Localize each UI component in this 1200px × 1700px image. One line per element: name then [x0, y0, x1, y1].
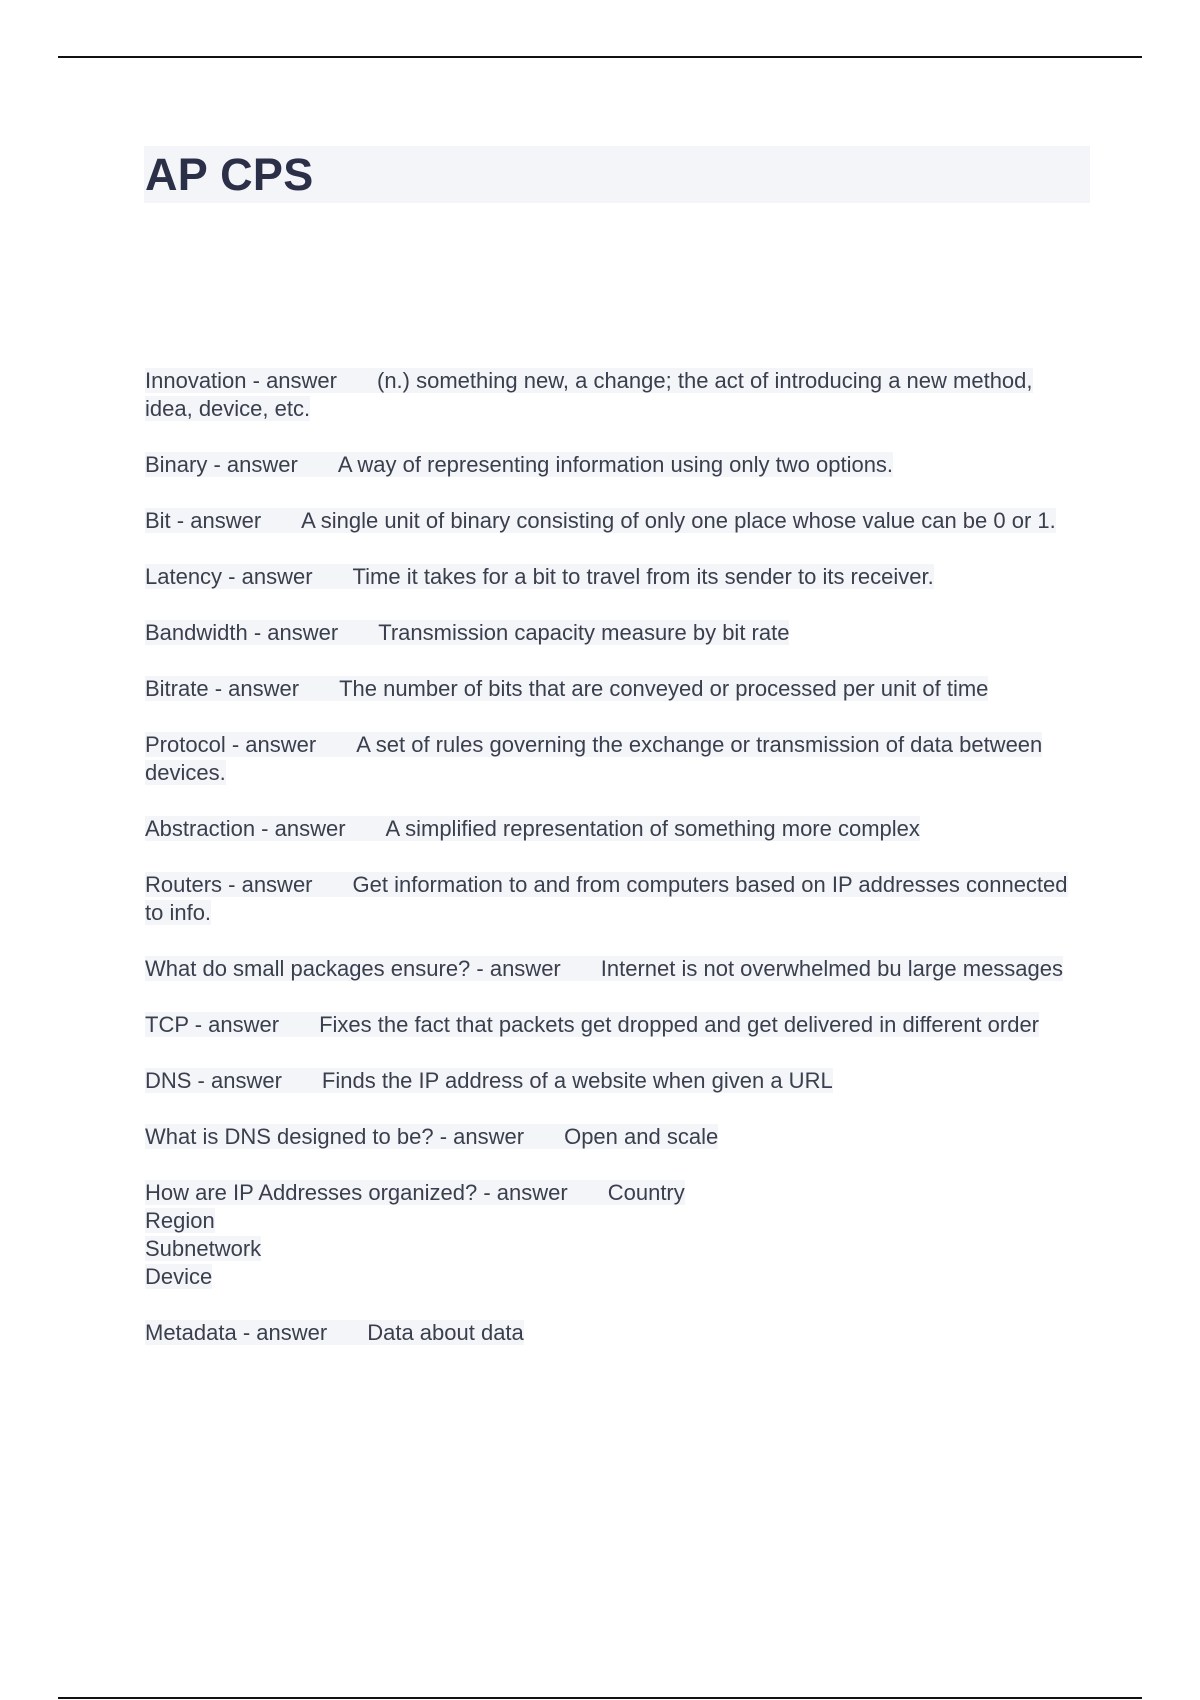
qa-term: DNS - answer: [145, 1068, 282, 1093]
qa-definition: Time it takes for a bit to travel from its sender to its receiver.: [352, 564, 934, 589]
qa-term: Latency - answer: [145, 564, 313, 589]
qa-item: [145, 1067, 1085, 1095]
qa-item: [145, 815, 1085, 843]
qa-definition: A simplified representation of something more complex: [385, 816, 920, 841]
qa-item: [145, 507, 1085, 535]
qa-definition: Open and scale: [564, 1124, 719, 1149]
qa-term: Binary - answer: [145, 452, 298, 477]
qa-term: What is DNS designed to be? - answer: [145, 1124, 525, 1149]
qa-definition: A set of rules governing the exchange or transmission of data between devices.: [145, 732, 1043, 785]
qa-item: [145, 1123, 1085, 1151]
qa-definition: Country Region Subnetwork Device: [145, 1180, 685, 1289]
qa-definition: Finds the IP address of a website when given a URL: [321, 1068, 833, 1093]
top-rule: [58, 56, 1142, 58]
qa-term: Metadata - answer: [145, 1320, 328, 1345]
qa-term: Protocol - answer: [145, 732, 317, 757]
qa-list: [145, 367, 1085, 1375]
qa-term: How are IP Addresses organized? - answer: [145, 1180, 568, 1205]
qa-item: [145, 731, 1085, 787]
qa-term: Abstraction - answer: [145, 816, 346, 841]
qa-item: [145, 1179, 1085, 1291]
qa-term: Bandwidth - answer: [145, 620, 339, 645]
page-title: AP CPS: [145, 149, 314, 200]
qa-term: Innovation - answer: [145, 368, 337, 393]
qa-term: What do small packages ensure? - answer: [145, 956, 561, 981]
qa-item: [145, 675, 1085, 703]
qa-item: [145, 871, 1085, 927]
qa-term: Routers - answer: [145, 872, 313, 897]
qa-definition: (n.) something new, a change; the act of introducing a new method, idea, device, etc.: [145, 368, 1033, 421]
qa-definition: The number of bits that are conveyed or processed per unit of time: [339, 676, 989, 701]
qa-item: [145, 955, 1085, 983]
qa-definition: A way of representing information using only two options.: [337, 452, 894, 477]
qa-definition: Fixes the fact that packets get dropped and get delivered in different order: [319, 1012, 1040, 1037]
qa-definition: Internet is not overwhelmed bu large messages: [600, 956, 1064, 981]
qa-item: [145, 367, 1085, 423]
qa-definition: Transmission capacity measure by bit rate: [378, 620, 790, 645]
qa-item: [145, 451, 1085, 479]
qa-definition: A single unit of binary consisting of only one place whose value can be 0 or 1.: [301, 508, 1056, 533]
qa-item: [145, 1011, 1085, 1039]
qa-term: Bit - answer: [145, 508, 262, 533]
qa-definition: Data about data: [367, 1320, 524, 1345]
qa-term: Bitrate - answer: [145, 676, 300, 701]
qa-item: [145, 563, 1085, 591]
qa-term: TCP - answer: [145, 1012, 280, 1037]
qa-definition: Get information to and from computers based on IP addresses connected to info.: [145, 872, 1068, 925]
bottom-rule: [58, 1697, 1142, 1699]
qa-item: [145, 1319, 1085, 1347]
qa-item: [145, 619, 1085, 647]
